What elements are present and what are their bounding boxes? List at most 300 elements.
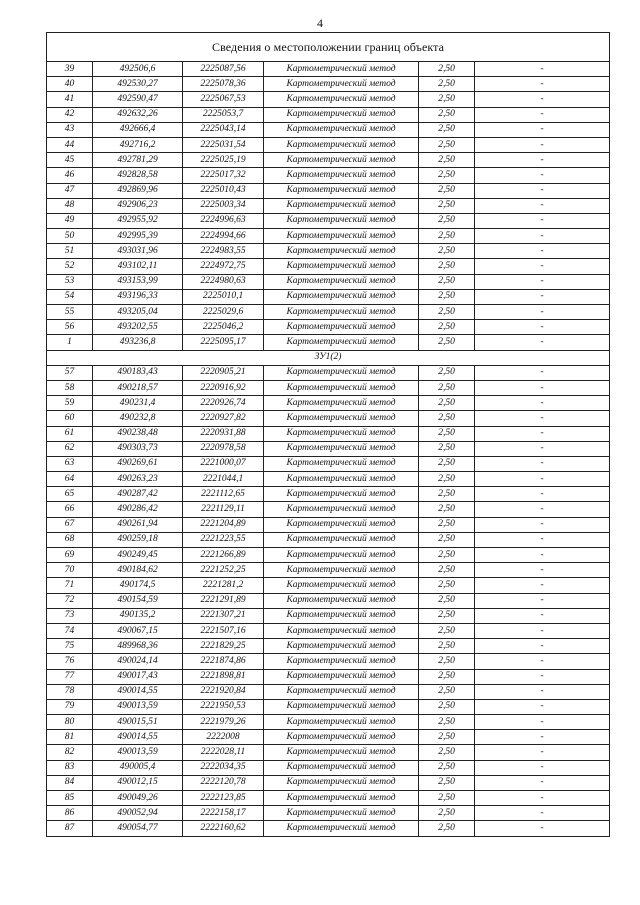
x-coordinate-cell: 490184,62 — [93, 563, 183, 578]
accuracy-cell: 2,50 — [419, 456, 475, 471]
y-coordinate-cell: 2221874,86 — [183, 654, 264, 669]
point-number-cell: 44 — [47, 137, 93, 152]
description-cell: - — [475, 426, 610, 441]
method-cell: Картометрический метод — [264, 289, 419, 304]
description-cell: - — [475, 274, 610, 289]
accuracy-cell: 2,50 — [419, 320, 475, 335]
method-cell: Картометрический метод — [264, 198, 419, 213]
y-coordinate-cell: 2220926,74 — [183, 396, 264, 411]
y-coordinate-cell: 2221307,21 — [183, 608, 264, 623]
description-cell: - — [475, 806, 610, 821]
table-row — [47, 669, 610, 684]
point-number-cell: 53 — [47, 274, 93, 289]
method-cell: Картометрический метод — [264, 548, 419, 563]
method-cell: Картометрический метод — [264, 502, 419, 517]
x-coordinate-cell: 492906,23 — [93, 198, 183, 213]
table-row — [47, 77, 610, 92]
table-row — [47, 487, 610, 502]
x-coordinate-cell: 490183,43 — [93, 365, 183, 380]
table-row — [47, 168, 610, 183]
method-cell: Картометрический метод — [264, 77, 419, 92]
table-row — [47, 426, 610, 441]
accuracy-cell: 2,50 — [419, 259, 475, 274]
method-cell: Картометрический метод — [264, 517, 419, 532]
method-cell: Картометрический метод — [264, 669, 419, 684]
y-coordinate-cell: 2222008 — [183, 730, 264, 745]
point-number-cell: 66 — [47, 502, 93, 517]
accuracy-cell: 2,50 — [419, 775, 475, 790]
x-coordinate-cell: 490024,14 — [93, 654, 183, 669]
method-cell: Картометрический метод — [264, 563, 419, 578]
x-coordinate-cell: 492828,58 — [93, 168, 183, 183]
accuracy-cell: 2,50 — [419, 699, 475, 714]
x-coordinate-cell: 490014,55 — [93, 684, 183, 699]
point-number-cell: 50 — [47, 229, 93, 244]
accuracy-cell: 2,50 — [419, 593, 475, 608]
y-coordinate-cell: 2221920,84 — [183, 684, 264, 699]
y-coordinate-cell: 2224996,63 — [183, 213, 264, 228]
y-coordinate-cell: 2225087,56 — [183, 62, 264, 77]
accuracy-cell: 2,50 — [419, 198, 475, 213]
accuracy-cell: 2,50 — [419, 669, 475, 684]
point-number-cell: 86 — [47, 806, 93, 821]
description-cell: - — [475, 153, 610, 168]
table-row — [47, 289, 610, 304]
x-coordinate-cell: 493196,33 — [93, 289, 183, 304]
accuracy-cell: 2,50 — [419, 487, 475, 502]
x-coordinate-cell: 490049,26 — [93, 791, 183, 806]
point-number-cell: 73 — [47, 608, 93, 623]
point-number-cell: 77 — [47, 669, 93, 684]
x-coordinate-cell: 490054,77 — [93, 821, 183, 836]
x-coordinate-cell: 493202,55 — [93, 320, 183, 335]
description-cell: - — [475, 532, 610, 547]
table-title-row — [47, 33, 610, 62]
y-coordinate-cell: 2220905,21 — [183, 365, 264, 380]
point-number-cell: 42 — [47, 107, 93, 122]
x-coordinate-cell: 490303,73 — [93, 441, 183, 456]
method-cell: Картометрический метод — [264, 654, 419, 669]
description-cell: - — [475, 608, 610, 623]
y-coordinate-cell: 2224972,75 — [183, 259, 264, 274]
table-row — [47, 198, 610, 213]
table-row — [47, 305, 610, 320]
x-coordinate-cell: 490012,15 — [93, 775, 183, 790]
y-coordinate-cell: 2221950,53 — [183, 699, 264, 714]
table-row — [47, 335, 610, 350]
table-row — [47, 654, 610, 669]
description-cell: - — [475, 335, 610, 350]
table-row — [47, 472, 610, 487]
point-number-cell: 58 — [47, 380, 93, 395]
y-coordinate-cell: 2222028,11 — [183, 745, 264, 760]
y-coordinate-cell: 2221291,89 — [183, 593, 264, 608]
description-cell: - — [475, 137, 610, 152]
table-row — [47, 775, 610, 790]
x-coordinate-cell: 492716,2 — [93, 137, 183, 152]
description-cell: - — [475, 654, 610, 669]
table-row — [47, 806, 610, 821]
table-row — [47, 380, 610, 395]
description-cell: - — [475, 107, 610, 122]
method-cell: Картометрический метод — [264, 380, 419, 395]
y-coordinate-cell: 2221898,81 — [183, 669, 264, 684]
description-cell: - — [475, 791, 610, 806]
y-coordinate-cell: 2221979,26 — [183, 715, 264, 730]
point-number-cell: 87 — [47, 821, 93, 836]
description-cell: - — [475, 699, 610, 714]
table-row — [47, 137, 610, 152]
accuracy-cell: 2,50 — [419, 426, 475, 441]
accuracy-cell: 2,50 — [419, 517, 475, 532]
description-cell: - — [475, 684, 610, 699]
table-row — [47, 548, 610, 563]
x-coordinate-cell: 490015,51 — [93, 715, 183, 730]
x-coordinate-cell: 490218,57 — [93, 380, 183, 395]
accuracy-cell: 2,50 — [419, 608, 475, 623]
description-cell: - — [475, 578, 610, 593]
point-number-cell: 39 — [47, 62, 93, 77]
point-number-cell: 62 — [47, 441, 93, 456]
table-row — [47, 517, 610, 532]
point-number-cell: 75 — [47, 639, 93, 654]
description-cell: - — [475, 821, 610, 836]
y-coordinate-cell: 2220927,82 — [183, 411, 264, 426]
description-cell: - — [475, 62, 610, 77]
method-cell: Картометрический метод — [264, 456, 419, 471]
y-coordinate-cell: 2225031,54 — [183, 137, 264, 152]
table-row — [47, 532, 610, 547]
y-coordinate-cell: 2225017,32 — [183, 168, 264, 183]
x-coordinate-cell: 490017,43 — [93, 669, 183, 684]
method-cell: Картометрический метод — [264, 699, 419, 714]
point-number-cell: 74 — [47, 623, 93, 638]
x-coordinate-cell: 492632,26 — [93, 107, 183, 122]
method-cell: Картометрический метод — [264, 411, 419, 426]
method-cell: Картометрический метод — [264, 320, 419, 335]
table-row — [47, 745, 610, 760]
point-number-cell: 59 — [47, 396, 93, 411]
y-coordinate-cell: 2225095,17 — [183, 335, 264, 350]
x-coordinate-cell: 490263,23 — [93, 472, 183, 487]
y-coordinate-cell: 2221252,25 — [183, 563, 264, 578]
description-cell: - — [475, 77, 610, 92]
x-coordinate-cell: 493236,8 — [93, 335, 183, 350]
method-cell: Картометрический метод — [264, 137, 419, 152]
x-coordinate-cell: 490259,18 — [93, 532, 183, 547]
method-cell: Картометрический метод — [264, 684, 419, 699]
point-number-cell: 76 — [47, 654, 93, 669]
y-coordinate-cell: 2225053,7 — [183, 107, 264, 122]
point-number-cell: 40 — [47, 77, 93, 92]
accuracy-cell: 2,50 — [419, 623, 475, 638]
y-coordinate-cell: 2221829,25 — [183, 639, 264, 654]
y-coordinate-cell: 2224980,63 — [183, 274, 264, 289]
x-coordinate-cell: 493205,04 — [93, 305, 183, 320]
accuracy-cell: 2,50 — [419, 289, 475, 304]
description-cell: - — [475, 548, 610, 563]
x-coordinate-cell: 492869,96 — [93, 183, 183, 198]
method-cell: Картометрический метод — [264, 396, 419, 411]
x-coordinate-cell: 490286,42 — [93, 502, 183, 517]
description-cell: - — [475, 229, 610, 244]
point-number-cell: 71 — [47, 578, 93, 593]
table-row — [47, 153, 610, 168]
point-number-cell: 85 — [47, 791, 93, 806]
x-coordinate-cell: 492530,27 — [93, 77, 183, 92]
x-coordinate-cell: 490135,2 — [93, 608, 183, 623]
description-cell: - — [475, 775, 610, 790]
table-row — [47, 320, 610, 335]
point-number-cell: 52 — [47, 259, 93, 274]
y-coordinate-cell: 2221223,55 — [183, 532, 264, 547]
point-number-cell: 1 — [47, 335, 93, 350]
method-cell: Картометрический метод — [264, 274, 419, 289]
x-coordinate-cell: 492506,6 — [93, 62, 183, 77]
accuracy-cell: 2,50 — [419, 791, 475, 806]
description-cell: - — [475, 380, 610, 395]
table-row — [47, 593, 610, 608]
table-row — [47, 456, 610, 471]
x-coordinate-cell: 490231,4 — [93, 396, 183, 411]
method-cell: Картометрический метод — [264, 365, 419, 380]
point-number-cell: 82 — [47, 745, 93, 760]
method-cell: Картометрический метод — [264, 229, 419, 244]
x-coordinate-cell: 493031,96 — [93, 244, 183, 259]
point-number-cell: 55 — [47, 305, 93, 320]
point-number-cell: 81 — [47, 730, 93, 745]
x-coordinate-cell: 490014,55 — [93, 730, 183, 745]
description-cell: - — [475, 593, 610, 608]
accuracy-cell: 2,50 — [419, 107, 475, 122]
point-number-cell: 84 — [47, 775, 93, 790]
table-row — [47, 213, 610, 228]
table-row — [47, 578, 610, 593]
y-coordinate-cell: 2221000,07 — [183, 456, 264, 471]
accuracy-cell: 2,50 — [419, 305, 475, 320]
point-number-cell: 49 — [47, 213, 93, 228]
accuracy-cell: 2,50 — [419, 396, 475, 411]
y-coordinate-cell: 2221112,65 — [183, 487, 264, 502]
method-cell: Картометрический метод — [264, 244, 419, 259]
table-row — [47, 441, 610, 456]
y-coordinate-cell: 2225043,14 — [183, 122, 264, 137]
description-cell: - — [475, 305, 610, 320]
description-cell: - — [475, 396, 610, 411]
method-cell: Картометрический метод — [264, 426, 419, 441]
method-cell: Картометрический метод — [264, 806, 419, 821]
method-cell: Картометрический метод — [264, 487, 419, 502]
accuracy-cell: 2,50 — [419, 502, 475, 517]
point-number-cell: 79 — [47, 699, 93, 714]
description-cell: - — [475, 213, 610, 228]
description-cell: - — [475, 441, 610, 456]
point-number-cell: 51 — [47, 244, 93, 259]
x-coordinate-cell: 493153,99 — [93, 274, 183, 289]
x-coordinate-cell: 492666,4 — [93, 122, 183, 137]
x-coordinate-cell: 490067,15 — [93, 623, 183, 638]
accuracy-cell: 2,50 — [419, 62, 475, 77]
description-cell: - — [475, 411, 610, 426]
method-cell: Картометрический метод — [264, 578, 419, 593]
point-number-cell: 56 — [47, 320, 93, 335]
x-coordinate-cell: 490154,59 — [93, 593, 183, 608]
point-number-cell: 78 — [47, 684, 93, 699]
x-coordinate-cell: 490249,45 — [93, 548, 183, 563]
description-cell: - — [475, 639, 610, 654]
accuracy-cell: 2,50 — [419, 365, 475, 380]
point-number-cell: 46 — [47, 168, 93, 183]
description-cell: - — [475, 320, 610, 335]
description-cell: - — [475, 517, 610, 532]
accuracy-cell: 2,50 — [419, 715, 475, 730]
accuracy-cell: 2,50 — [419, 532, 475, 547]
accuracy-cell: 2,50 — [419, 548, 475, 563]
method-cell: Картометрический метод — [264, 62, 419, 77]
x-coordinate-cell: 490269,61 — [93, 456, 183, 471]
point-number-cell: 43 — [47, 122, 93, 137]
accuracy-cell: 2,50 — [419, 639, 475, 654]
accuracy-cell: 2,50 — [419, 137, 475, 152]
y-coordinate-cell: 2221129,11 — [183, 502, 264, 517]
point-number-cell: 45 — [47, 153, 93, 168]
x-coordinate-cell: 490261,94 — [93, 517, 183, 532]
x-coordinate-cell: 489968,36 — [93, 639, 183, 654]
y-coordinate-cell: 2222034,35 — [183, 760, 264, 775]
table-row — [47, 730, 610, 745]
table-row — [47, 183, 610, 198]
y-coordinate-cell: 2222123,85 — [183, 791, 264, 806]
point-number-cell: 69 — [47, 548, 93, 563]
y-coordinate-cell: 2222160,62 — [183, 821, 264, 836]
point-number-cell: 63 — [47, 456, 93, 471]
accuracy-cell: 2,50 — [419, 244, 475, 259]
table-row — [47, 715, 610, 730]
description-cell: - — [475, 244, 610, 259]
table-row — [47, 684, 610, 699]
table-row — [47, 411, 610, 426]
accuracy-cell: 2,50 — [419, 806, 475, 821]
description-cell: - — [475, 259, 610, 274]
method-cell: Картометрический метод — [264, 92, 419, 107]
table-row — [47, 821, 610, 836]
point-number-cell: 70 — [47, 563, 93, 578]
accuracy-cell: 2,50 — [419, 472, 475, 487]
description-cell: - — [475, 289, 610, 304]
y-coordinate-cell: 2225010,1 — [183, 289, 264, 304]
method-cell: Картометрический метод — [264, 593, 419, 608]
method-cell: Картометрический метод — [264, 745, 419, 760]
table-row — [47, 639, 610, 654]
section-header-row — [47, 350, 610, 365]
table-row — [47, 107, 610, 122]
x-coordinate-cell: 490238,48 — [93, 426, 183, 441]
accuracy-cell: 2,50 — [419, 92, 475, 107]
table-row — [47, 365, 610, 380]
method-cell: Картометрический метод — [264, 760, 419, 775]
description-cell: - — [475, 502, 610, 517]
description-cell: - — [475, 563, 610, 578]
accuracy-cell: 2,50 — [419, 229, 475, 244]
point-number-cell: 54 — [47, 289, 93, 304]
table-row — [47, 502, 610, 517]
x-coordinate-cell: 490052,94 — [93, 806, 183, 821]
description-cell: - — [475, 122, 610, 137]
boundary-coordinates-table — [46, 32, 610, 837]
y-coordinate-cell: 2225025,19 — [183, 153, 264, 168]
accuracy-cell: 2,50 — [419, 411, 475, 426]
method-cell: Картометрический метод — [264, 608, 419, 623]
y-coordinate-cell: 2225003,34 — [183, 198, 264, 213]
accuracy-cell: 2,50 — [419, 760, 475, 775]
description-cell: - — [475, 715, 610, 730]
method-cell: Картометрический метод — [264, 821, 419, 836]
section-title: ЗУ1(2) — [47, 350, 610, 365]
method-cell: Картометрический метод — [264, 107, 419, 122]
table-row — [47, 396, 610, 411]
description-cell: - — [475, 623, 610, 638]
method-cell: Картометрический метод — [264, 153, 419, 168]
method-cell: Картометрический метод — [264, 532, 419, 547]
method-cell: Картометрический метод — [264, 715, 419, 730]
description-cell: - — [475, 745, 610, 760]
y-coordinate-cell: 2224994,66 — [183, 229, 264, 244]
point-number-cell: 48 — [47, 198, 93, 213]
accuracy-cell: 2,50 — [419, 563, 475, 578]
y-coordinate-cell: 2221507,16 — [183, 623, 264, 638]
y-coordinate-cell: 2222158,17 — [183, 806, 264, 821]
y-coordinate-cell: 2225029,6 — [183, 305, 264, 320]
method-cell: Картометрический метод — [264, 168, 419, 183]
table-row — [47, 623, 610, 638]
accuracy-cell: 2,50 — [419, 745, 475, 760]
y-coordinate-cell: 2221281,2 — [183, 578, 264, 593]
table-row — [47, 760, 610, 775]
accuracy-cell: 2,50 — [419, 654, 475, 669]
description-cell: - — [475, 760, 610, 775]
y-coordinate-cell: 2225078,36 — [183, 77, 264, 92]
table-row — [47, 699, 610, 714]
accuracy-cell: 2,50 — [419, 213, 475, 228]
description-cell: - — [475, 669, 610, 684]
accuracy-cell: 2,50 — [419, 77, 475, 92]
accuracy-cell: 2,50 — [419, 183, 475, 198]
point-number-cell: 67 — [47, 517, 93, 532]
method-cell: Картометрический метод — [264, 775, 419, 790]
accuracy-cell: 2,50 — [419, 335, 475, 350]
x-coordinate-cell: 490005,4 — [93, 760, 183, 775]
table-row — [47, 608, 610, 623]
method-cell: Картометрический метод — [264, 335, 419, 350]
x-coordinate-cell: 492590,47 — [93, 92, 183, 107]
y-coordinate-cell: 2224983,55 — [183, 244, 264, 259]
accuracy-cell: 2,50 — [419, 168, 475, 183]
accuracy-cell: 2,50 — [419, 821, 475, 836]
accuracy-cell: 2,50 — [419, 441, 475, 456]
page-number: 4 — [317, 16, 323, 30]
table-row — [47, 62, 610, 77]
method-cell: Картометрический метод — [264, 122, 419, 137]
table-row — [47, 791, 610, 806]
method-cell: Картометрический метод — [264, 441, 419, 456]
x-coordinate-cell: 492781,29 — [93, 153, 183, 168]
accuracy-cell: 2,50 — [419, 730, 475, 745]
method-cell: Картометрический метод — [264, 183, 419, 198]
table-row — [47, 259, 610, 274]
point-number-cell: 68 — [47, 532, 93, 547]
y-coordinate-cell: 2225010,43 — [183, 183, 264, 198]
x-coordinate-cell: 490287,42 — [93, 487, 183, 502]
